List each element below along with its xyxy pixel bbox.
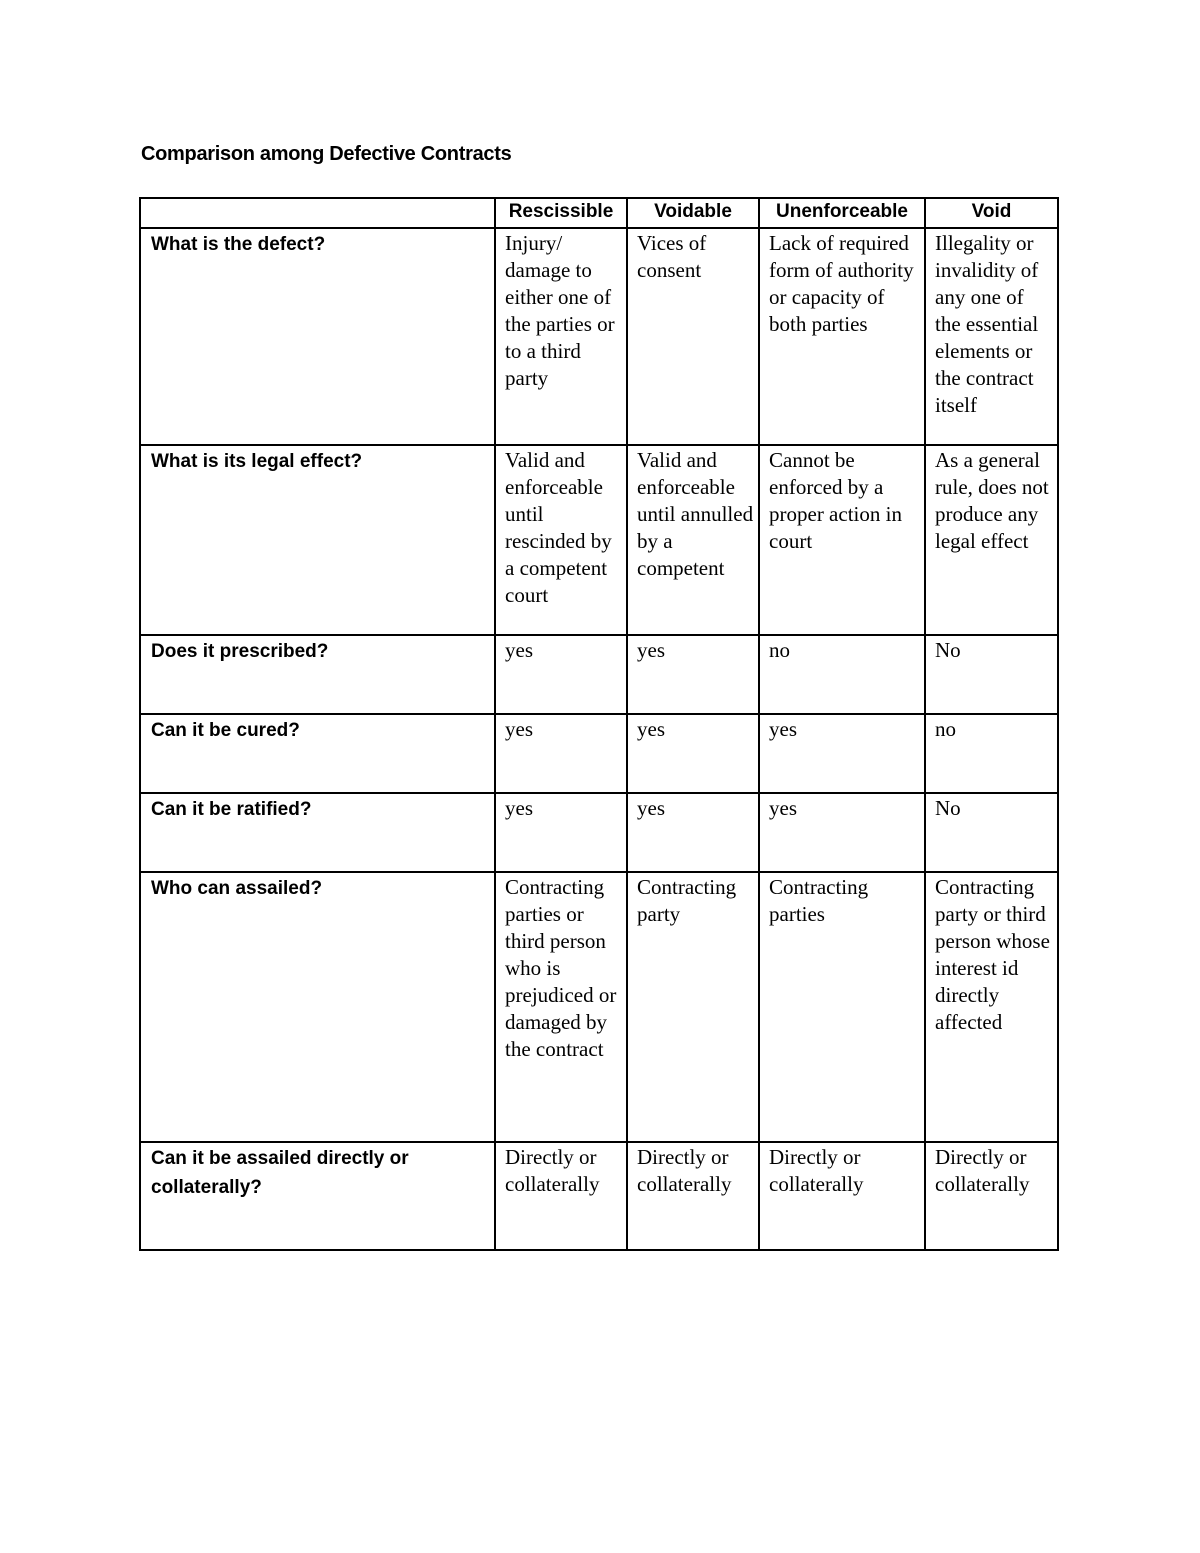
table-cell: yes (495, 635, 627, 714)
table-cell: yes (627, 714, 759, 793)
table-cell: Directly or collaterally (627, 1142, 759, 1250)
table-row (140, 635, 1058, 714)
table-cell: Directly or collaterally (495, 1142, 627, 1250)
table-cell: Lack of required form of authority or capacity of both parties (759, 228, 925, 445)
table-cell: Illegality or invalidity of any one of the essential elements or the contract itself (925, 228, 1058, 445)
table-row (140, 445, 1058, 635)
table-cell: no (759, 635, 925, 714)
table-cell: yes (495, 714, 627, 793)
table-cell: Contracting parties or third person who is prejudiced or damaged by the contract (495, 872, 627, 1142)
table-cell: Directly or collaterally (925, 1142, 1058, 1250)
table-cell: Cannot be enforced by a proper action in court (759, 445, 925, 635)
table-cell: Contracting parties (759, 872, 925, 1142)
table-cell: yes (627, 635, 759, 714)
table-row (140, 872, 1058, 1142)
header-empty (140, 198, 495, 228)
table-row (140, 714, 1058, 793)
table-cell: yes (627, 793, 759, 872)
row-label: Can it be assailed directly or collaterally? (140, 1142, 495, 1250)
row-label: Can it be cured? (140, 714, 495, 793)
header-unenforceable: Unenforceable (759, 198, 925, 228)
table-cell: Valid and enforceable until annulled by a competent (627, 445, 759, 635)
document-title: Comparison among Defective Contracts (141, 143, 512, 165)
header-rescissible: Rescissible (495, 198, 627, 228)
table-cell: No (925, 635, 1058, 714)
header-voidable: Voidable (627, 198, 759, 228)
row-label: Who can assailed? (140, 872, 495, 1142)
table-header-row (140, 198, 1058, 228)
table-cell: Directly or collaterally (759, 1142, 925, 1250)
table-cell: Injury/ damage to either one of the parties or to a third party (495, 228, 627, 445)
comparison-table (139, 197, 1059, 1251)
table-cell: no (925, 714, 1058, 793)
table-row (140, 793, 1058, 872)
table-cell: yes (759, 793, 925, 872)
row-label: What is its legal effect? (140, 445, 495, 635)
table-cell: yes (495, 793, 627, 872)
table-cell: Contracting party or third person whose interest id directly affected (925, 872, 1058, 1142)
table-cell: Contracting party (627, 872, 759, 1142)
row-label: Does it prescribed? (140, 635, 495, 714)
header-void: Void (925, 198, 1058, 228)
row-label: Can it be ratified? (140, 793, 495, 872)
table-cell: As a general rule, does not produce any legal effect (925, 445, 1058, 635)
row-label: What is the defect? (140, 228, 495, 445)
table-cell: yes (759, 714, 925, 793)
table-row (140, 1142, 1058, 1250)
table-row (140, 228, 1058, 445)
table-cell: Valid and enforceable until rescinded by a competent court (495, 445, 627, 635)
table-cell: Vices of consent (627, 228, 759, 445)
table-cell: No (925, 793, 1058, 872)
